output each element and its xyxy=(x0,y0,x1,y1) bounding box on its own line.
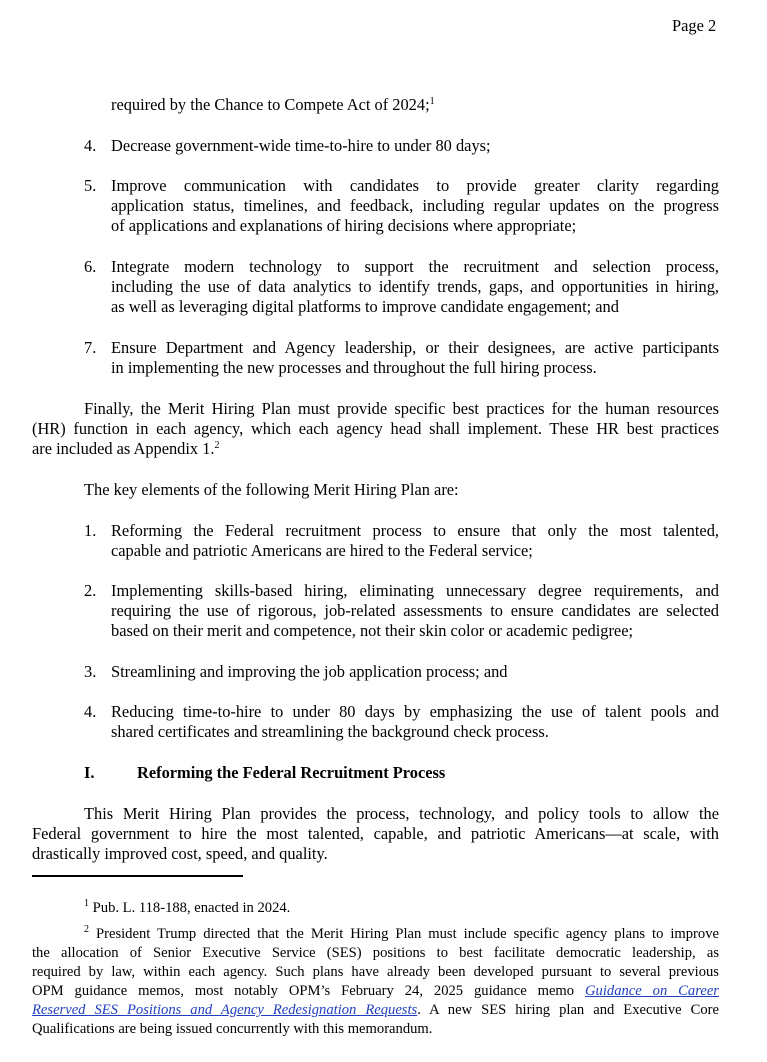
footnote-ref[interactable]: 1 xyxy=(429,96,435,107)
list-number: 1. xyxy=(84,521,97,540)
footnote-1 xyxy=(84,899,290,918)
footnote-ref[interactable]: 2 xyxy=(214,440,220,451)
list-item-text: requiring the use of rigorous, job-related assessments to ensure candidates are selected xyxy=(111,601,719,620)
footnote-text: OPM guidance memos, most notably OPM’s February 24, 2025 guidance memo xyxy=(32,983,575,999)
list-item-continuation xyxy=(111,95,435,115)
list-number: 3. xyxy=(84,662,97,681)
list-item-text: as well as leveraging digital platforms to improve candidate engagement; and xyxy=(111,297,619,316)
list-item-text: capable and patriotic Americans are hired to the Federal service; xyxy=(111,541,533,560)
guidance-link[interactable]: Guidance on Career xyxy=(585,983,719,999)
list-item-text: application status, timelines, and feedback, including regular updates on the progress xyxy=(111,196,719,215)
list-item-text: required by the Chance to Compete Act of 2024; xyxy=(111,95,430,114)
footnote-2-line: Qualifications are being issued concurrently with this memorandum. xyxy=(32,1021,433,1037)
list-item-text: Decrease government-wide time-to-hire to under 80 days; xyxy=(111,136,491,155)
footnote-2-line: required by law, within each agency. Such plans have already been developed pursuant to several previous xyxy=(32,964,719,980)
paragraph-line: The key elements of the following Merit Hiring Plan are: xyxy=(84,480,459,499)
footnote-2-line xyxy=(32,982,719,1001)
footnote-2-line xyxy=(84,925,719,944)
list-number: 4. xyxy=(84,136,97,155)
list-item-text: Implementing skills-based hiring, eliminating unnecessary degree requirements, and xyxy=(111,581,719,600)
list-item-text: shared certificates and streamlining the background check process. xyxy=(111,722,549,741)
list-number: 4. xyxy=(84,702,97,721)
paragraph-line: drastically improved cost, speed, and quality. xyxy=(32,844,328,863)
footnote-2-line: the allocation of Senior Executive Service (SES) positions to best facilitate democratic leadership, as xyxy=(32,945,719,961)
list-number: 2. xyxy=(84,581,97,600)
section-number: I. xyxy=(84,763,95,782)
footnote-mark: 1 xyxy=(84,898,89,909)
list-item-text: including the use of data analytics to identify trends, gaps, and opportunities in hiring, xyxy=(111,277,719,296)
guidance-link[interactable]: Reserved SES Positions and Agency Redesignation Requests xyxy=(32,1002,418,1018)
paragraph-text: are included as Appendix 1. xyxy=(32,439,215,458)
footnote-text: Pub. L. 118-188, enacted in 2024. xyxy=(92,900,291,916)
list-item-text: of applications and explanations of hiring decisions where appropriate; xyxy=(111,216,577,235)
list-item-text: Streamlining and improving the job application process; and xyxy=(111,662,508,681)
paragraph-line xyxy=(32,439,220,459)
list-item-text: Improve communication with candidates to provide greater clarity regarding xyxy=(111,176,719,195)
list-item-text: Reforming the Federal recruitment process to ensure that only the most talented, xyxy=(111,521,719,540)
list-number: 7. xyxy=(84,338,97,357)
footnote-text: . A new SES hiring plan and Executive Core xyxy=(417,1002,719,1018)
paragraph-line: Federal government to hire the most talented, capable, and patriotic Americans—at scale, with xyxy=(32,824,719,843)
section-title: Reforming the Federal Recruitment Process xyxy=(137,763,446,782)
list-item-text: Reducing time-to-hire to under 80 days by emphasizing the use of talent pools and xyxy=(111,702,719,721)
list-item-text: in implementing the new processes and throughout the full hiring process. xyxy=(111,358,597,377)
list-number: 6. xyxy=(84,257,97,276)
list-item-text: Integrate modern technology to support the recruitment and selection process, xyxy=(111,257,719,276)
footnote-mark: 2 xyxy=(84,924,89,935)
paragraph-line: Finally, the Merit Hiring Plan must provide specific best practices for the human resources xyxy=(84,399,719,418)
footnote-2-line xyxy=(32,1001,719,1020)
paragraph-line: (HR) function in each agency, which each agency head shall implement. These HR best practices xyxy=(32,419,719,438)
page-number: Page 2 xyxy=(672,16,717,35)
footnote-text: President Trump directed that the Merit Hiring Plan must include specific agency plans to improve xyxy=(95,926,719,942)
list-item-text: Ensure Department and Agency leadership, or their designees, are active participants xyxy=(111,338,719,357)
list-number: 5. xyxy=(84,176,97,195)
footnote-separator xyxy=(32,875,243,877)
paragraph-line: This Merit Hiring Plan provides the process, technology, and policy tools to allow the xyxy=(84,804,719,823)
list-item-text: based on their merit and competence, not their skin color or academic pedigree; xyxy=(111,621,634,640)
